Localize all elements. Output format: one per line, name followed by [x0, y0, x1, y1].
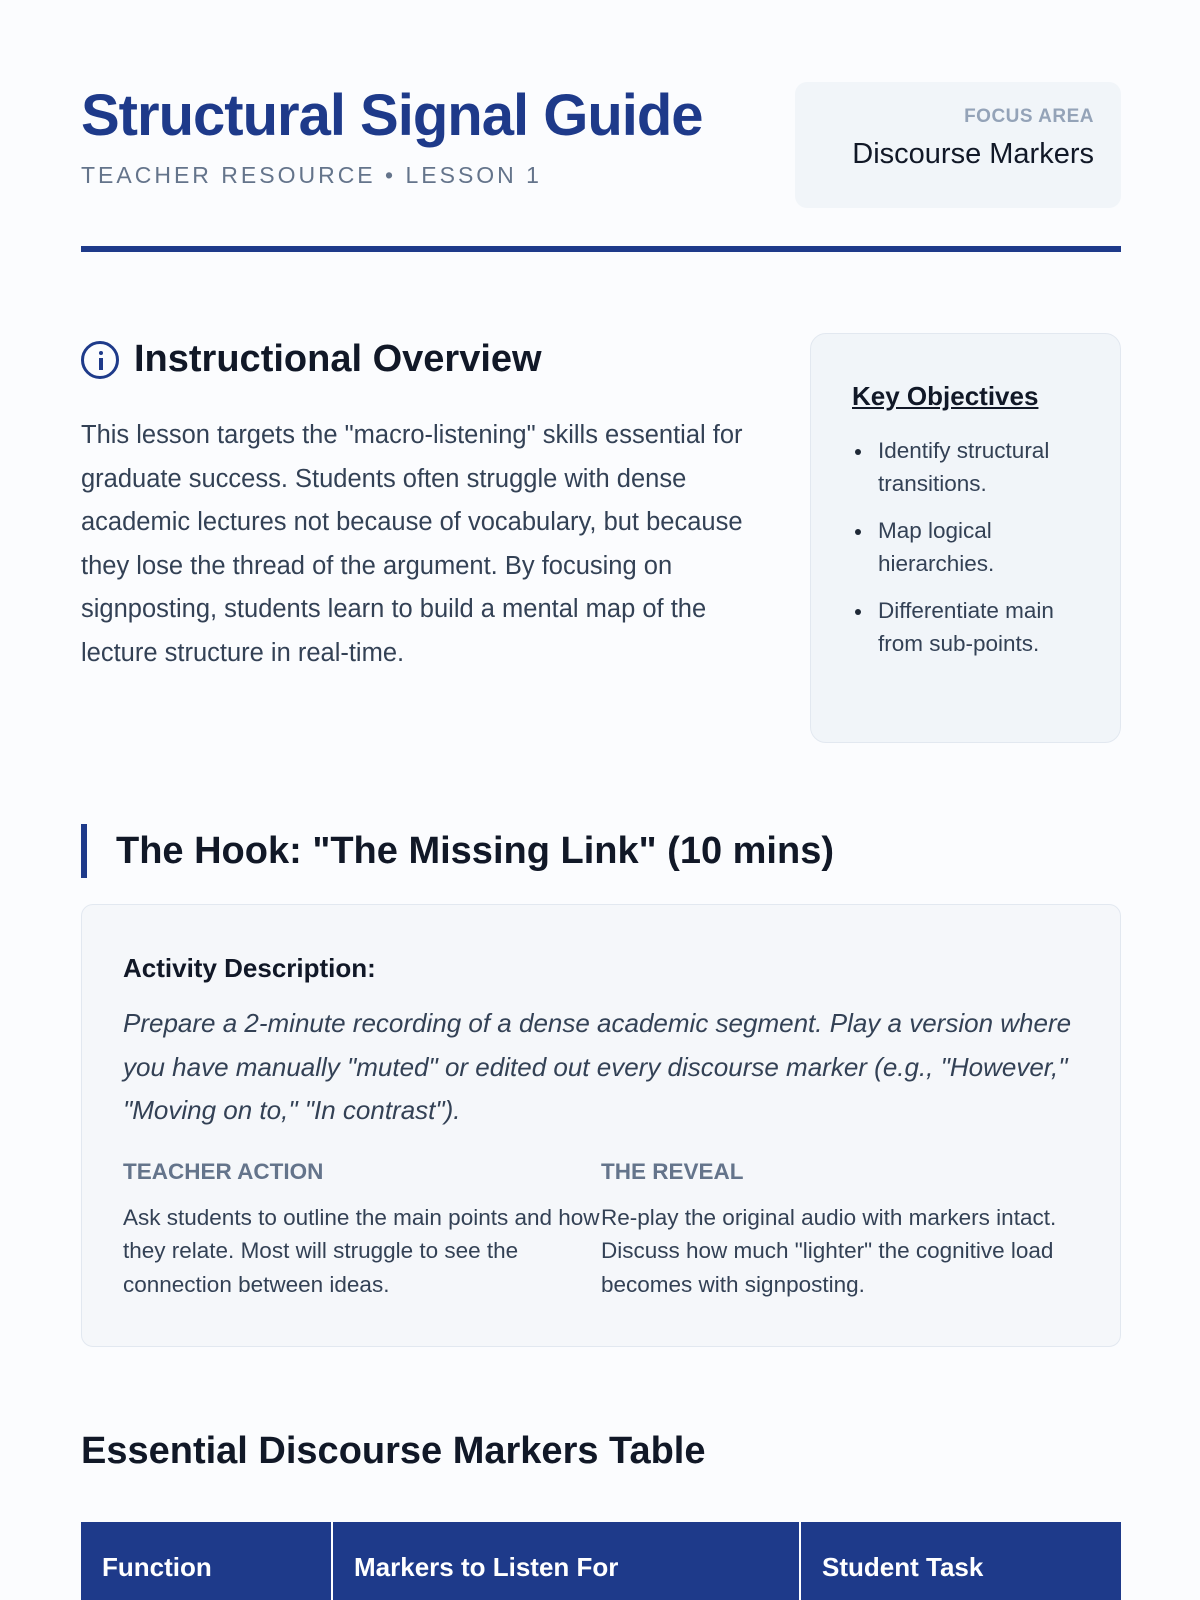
document-title: Structural Signal Guide [81, 83, 703, 148]
key-objectives-card [810, 333, 1121, 743]
teacher-action-label: TEACHER ACTION [123, 1158, 324, 1184]
hook-columns [123, 1159, 1079, 1302]
header-divider [81, 246, 1121, 252]
column-header-markers: Markers to Listen For [332, 1522, 800, 1600]
focus-area-value: Discourse Markers [852, 138, 1094, 170]
teacher-action-text: Ask students to outline the main points and how they relate. Most will struggle to see the connection between ideas. [123, 1204, 600, 1297]
hook-heading [81, 824, 834, 878]
overview-title: Instructional Overview [134, 338, 542, 380]
activity-description: Prepare a 2-minute recording of a dense academic segment. Play a version where you have manually "muted" or edited out every discourse marker (e.g., "However," "Moving on to," "In contrast"). [123, 1008, 1072, 1125]
reveal-label: THE REVEAL [601, 1158, 744, 1184]
objective-item: Map logical hierarchies. [852, 514, 1090, 580]
activity-label: Activity Description: [123, 953, 376, 983]
overview-paragraph: This lesson targets the "macro-listening" skills essential for graduate success. Students often struggle with dense academic lectures not because of vocabulary, but because they lose the thread of the argument. By focusing on signposting, students learn to build a mental map of the lecture structure in real-time. [81, 421, 743, 667]
document-subtitle: TEACHER RESOURCE • LESSON 1 [81, 162, 542, 188]
objective-item: Identify structural transitions. [852, 434, 1090, 500]
teacher-action-column [123, 1159, 601, 1302]
markers-table-title: Essential Discourse Markers Table [81, 1430, 706, 1472]
overview-heading [81, 338, 542, 381]
hook-title: The Hook: "The Missing Link" (10 mins) [116, 829, 834, 872]
column-header-student-task: Student Task [800, 1522, 1121, 1600]
focus-area-card [795, 82, 1121, 208]
document-header [81, 82, 1121, 252]
info-icon [81, 341, 119, 379]
objectives-list [852, 434, 1090, 660]
objective-item: Differentiate main from sub-points. [852, 594, 1090, 660]
reveal-text: Re-play the original audio with markers intact. Discuss how much "lighter" the cognitive load becomes with signposting. [601, 1204, 1057, 1297]
discourse-markers-table [81, 1522, 1121, 1600]
column-header-function: Function [81, 1522, 332, 1600]
hook-activity-card [81, 904, 1121, 1347]
table-header-row [81, 1522, 1121, 1600]
focus-area-label: FOCUS AREA [964, 106, 1094, 127]
reveal-column [601, 1159, 1079, 1302]
key-objectives-title: Key Objectives [852, 381, 1039, 411]
